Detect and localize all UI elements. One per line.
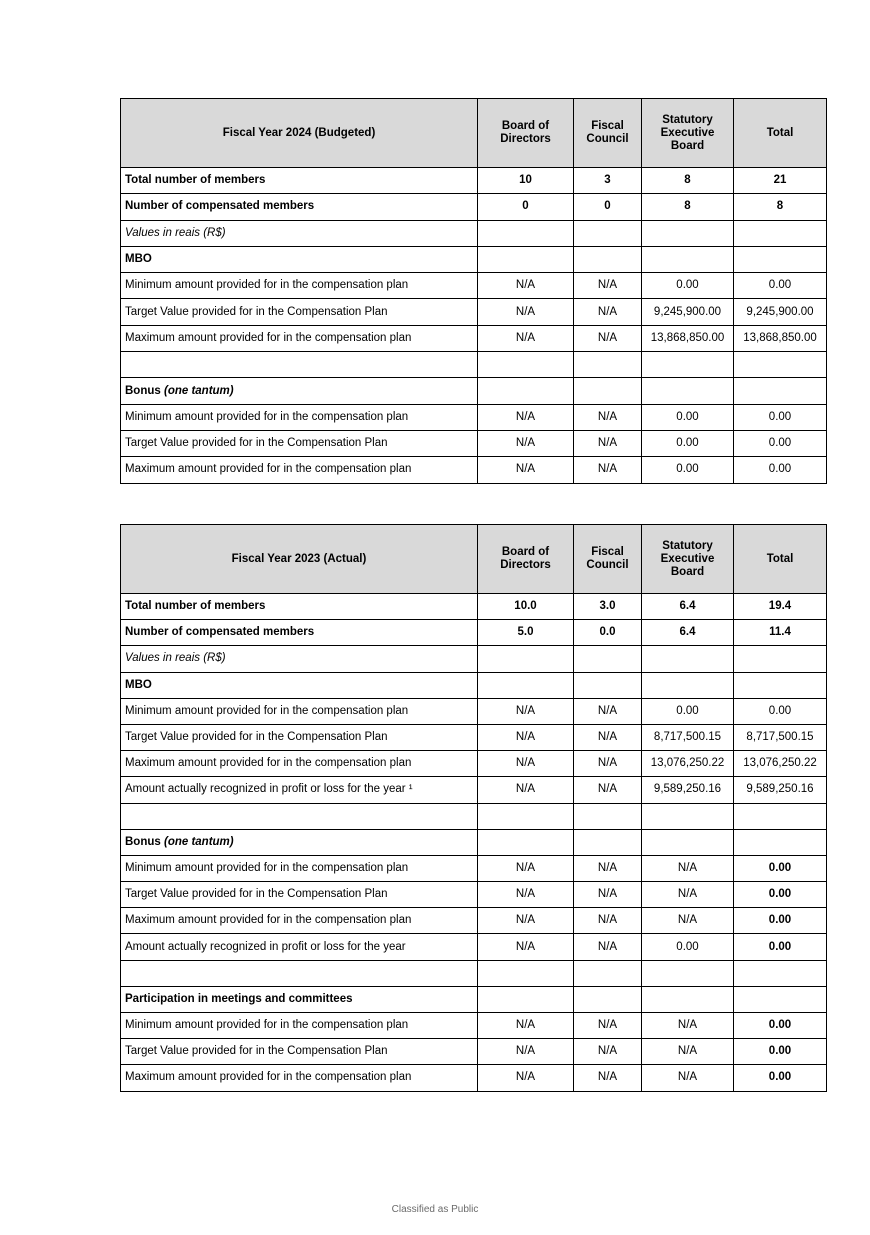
table-row-values-note	[121, 646, 827, 672]
row-label: Total number of members	[121, 168, 478, 194]
classification-footer: Classified as Public	[391, 1204, 479, 1215]
cell-value: N/A	[574, 457, 642, 483]
cell-value: 13,076,250.22	[734, 751, 827, 777]
table-title: Fiscal Year 2024 (Budgeted)	[121, 99, 478, 168]
cell-value: N/A	[478, 1039, 574, 1065]
table-row-mbo-target	[121, 724, 827, 750]
cell-value: 0.00	[734, 430, 827, 456]
cell-value: 6.4	[642, 594, 734, 620]
table-row-compensated-members	[121, 620, 827, 646]
row-label: Minimum amount provided for in the compensation plan	[121, 1013, 478, 1039]
cell-value: 0.00	[734, 934, 827, 960]
cell-value: N/A	[478, 751, 574, 777]
cell-value: N/A	[574, 299, 642, 325]
table-row-bonus-section	[121, 378, 827, 404]
table-row-bonus-target	[121, 430, 827, 456]
row-label: Target Value provided for in the Compensation Plan	[121, 1039, 478, 1065]
table-row-bonus-min	[121, 855, 827, 881]
table-row-mbo-max	[121, 325, 827, 351]
cell-value: 13,868,850.00	[734, 325, 827, 351]
cell-value: N/A	[574, 751, 642, 777]
cell-value: 8	[642, 194, 734, 220]
table-row-spacer	[121, 803, 827, 829]
section-label-mbo: MBO	[121, 672, 478, 698]
cell-value: 8	[734, 194, 827, 220]
compensation-table-2023	[120, 524, 827, 1092]
cell-value: 0.00	[734, 855, 827, 881]
section-label-bonus: Bonus (one tantum)	[121, 378, 478, 404]
cell-value: 9,589,250.16	[734, 777, 827, 803]
row-label: Minimum amount provided for in the compensation plan	[121, 404, 478, 430]
row-label: Target Value provided for in the Compensation Plan	[121, 724, 478, 750]
cell-value: N/A	[478, 404, 574, 430]
col-header-fiscal-council: Fiscal Council	[574, 525, 642, 594]
cell-value: N/A	[642, 882, 734, 908]
table-row-spacer	[121, 352, 827, 378]
cell-value: 0.0	[574, 620, 642, 646]
cell-value: N/A	[574, 698, 642, 724]
cell-value: N/A	[478, 777, 574, 803]
cell-value: 9,245,900.00	[642, 299, 734, 325]
cell-value: 5.0	[478, 620, 574, 646]
cell-value: N/A	[574, 325, 642, 351]
table-row-mbo-max	[121, 751, 827, 777]
row-label: Maximum amount provided for in the compensation plan	[121, 1065, 478, 1091]
row-label: Target Value provided for in the Compensation Plan	[121, 299, 478, 325]
cell-value: 8,717,500.15	[734, 724, 827, 750]
cell-value: 8	[642, 168, 734, 194]
section-label-mbo: MBO	[121, 246, 478, 272]
cell-value: 3.0	[574, 594, 642, 620]
section-label-bonus: Bonus (one tantum)	[121, 829, 478, 855]
col-header-statutory-executive-board: Statutory Executive Board	[642, 99, 734, 168]
cell-value: N/A	[642, 1013, 734, 1039]
cell-value: N/A	[478, 1065, 574, 1091]
row-label: Minimum amount provided for in the compensation plan	[121, 273, 478, 299]
cell-value: N/A	[574, 934, 642, 960]
col-header-statutory-executive-board: Statutory Executive Board	[642, 525, 734, 594]
table-row-mbo-section	[121, 672, 827, 698]
col-header-total: Total	[734, 525, 827, 594]
cell-value: 13,076,250.22	[642, 751, 734, 777]
table-title: Fiscal Year 2023 (Actual)	[121, 525, 478, 594]
cell-value: N/A	[574, 882, 642, 908]
compensation-table-2024	[120, 98, 827, 484]
cell-value: N/A	[574, 430, 642, 456]
row-label: Number of compensated members	[121, 194, 478, 220]
cell-value: N/A	[478, 299, 574, 325]
cell-value: 13,868,850.00	[642, 325, 734, 351]
cell-value: N/A	[574, 908, 642, 934]
row-label: Maximum amount provided for in the compensation plan	[121, 457, 478, 483]
cell-value: 19.4	[734, 594, 827, 620]
table-row-total-members	[121, 168, 827, 194]
row-label: Maximum amount provided for in the compensation plan	[121, 751, 478, 777]
cell-value: N/A	[574, 1065, 642, 1091]
cell-value: 0.00	[642, 934, 734, 960]
cell-value: N/A	[478, 934, 574, 960]
cell-value: N/A	[574, 724, 642, 750]
table-header-row	[121, 99, 827, 168]
cell-value: N/A	[574, 1013, 642, 1039]
cell-value: 3	[574, 168, 642, 194]
row-label: Maximum amount provided for in the compensation plan	[121, 325, 478, 351]
cell-value: N/A	[642, 1065, 734, 1091]
col-header-board-of-directors: Board of Directors	[478, 99, 574, 168]
cell-value: N/A	[642, 1039, 734, 1065]
row-label: Minimum amount provided for in the compensation plan	[121, 698, 478, 724]
cell-value: 0.00	[642, 273, 734, 299]
cell-value: N/A	[478, 908, 574, 934]
cell-value: 0.00	[642, 698, 734, 724]
table-row-bonus-min	[121, 404, 827, 430]
cell-value: N/A	[574, 273, 642, 299]
cell-value: 0.00	[642, 430, 734, 456]
cell-value: 0.00	[734, 908, 827, 934]
cell-value: 0.00	[734, 1039, 827, 1065]
table-row-mbo-section	[121, 246, 827, 272]
col-header-total: Total	[734, 99, 827, 168]
cell-value: 21	[734, 168, 827, 194]
cell-value: 11.4	[734, 620, 827, 646]
table-row-mbo-min	[121, 273, 827, 299]
cell-value: 6.4	[642, 620, 734, 646]
row-label: Target Value provided for in the Compensation Plan	[121, 430, 478, 456]
table-row-bonus-target	[121, 882, 827, 908]
table-row-participation-target	[121, 1039, 827, 1065]
row-label: Minimum amount provided for in the compensation plan	[121, 855, 478, 881]
table-row-mbo-min	[121, 698, 827, 724]
cell-value: N/A	[478, 698, 574, 724]
table-row-participation-max	[121, 1065, 827, 1091]
cell-value: N/A	[574, 404, 642, 430]
table-row-bonus-max	[121, 457, 827, 483]
table-row-bonus-actual	[121, 934, 827, 960]
cell-value: N/A	[478, 855, 574, 881]
cell-value: 0.00	[642, 457, 734, 483]
cell-value: N/A	[574, 1039, 642, 1065]
col-header-fiscal-council: Fiscal Council	[574, 99, 642, 168]
row-label: Maximum amount provided for in the compensation plan	[121, 908, 478, 934]
table-header-row	[121, 525, 827, 594]
cell-value: 0.00	[642, 404, 734, 430]
table-row-spacer	[121, 960, 827, 986]
values-note: Values in reais (R$)	[121, 646, 478, 672]
table-row-total-members	[121, 594, 827, 620]
values-note: Values in reais (R$)	[121, 220, 478, 246]
cell-value: 0	[574, 194, 642, 220]
table-row-bonus-section	[121, 829, 827, 855]
cell-value: 0	[478, 194, 574, 220]
cell-value: 10.0	[478, 594, 574, 620]
cell-value: N/A	[478, 325, 574, 351]
row-label: Target Value provided for in the Compensation Plan	[121, 882, 478, 908]
cell-value: N/A	[478, 724, 574, 750]
cell-value: 0.00	[734, 698, 827, 724]
col-header-board-of-directors: Board of Directors	[478, 525, 574, 594]
row-label: Amount actually recognized in profit or loss for the year ¹	[121, 777, 478, 803]
table-row-participation-section	[121, 986, 827, 1012]
cell-value: N/A	[478, 882, 574, 908]
row-label: Total number of members	[121, 594, 478, 620]
cell-value: 9,245,900.00	[734, 299, 827, 325]
table-row-mbo-target	[121, 299, 827, 325]
cell-value: 0.00	[734, 404, 827, 430]
cell-value: N/A	[574, 855, 642, 881]
cell-value: N/A	[478, 1013, 574, 1039]
cell-value: 9,589,250.16	[642, 777, 734, 803]
cell-value: 0.00	[734, 1065, 827, 1091]
table-row-participation-min	[121, 1013, 827, 1039]
table-row-compensated-members	[121, 194, 827, 220]
cell-value: N/A	[642, 908, 734, 934]
cell-value: N/A	[642, 855, 734, 881]
table-row-bonus-max	[121, 908, 827, 934]
row-label: Number of compensated members	[121, 620, 478, 646]
section-label-participation: Participation in meetings and committees	[121, 986, 478, 1012]
cell-value: 0.00	[734, 1013, 827, 1039]
table-row-mbo-actual	[121, 777, 827, 803]
table-row-values-note	[121, 220, 827, 246]
cell-value: 0.00	[734, 273, 827, 299]
cell-value: 0.00	[734, 457, 827, 483]
cell-value: 10	[478, 168, 574, 194]
cell-value: 8,717,500.15	[642, 724, 734, 750]
cell-value: N/A	[478, 273, 574, 299]
cell-value: N/A	[478, 430, 574, 456]
cell-value: N/A	[574, 777, 642, 803]
row-label: Amount actually recognized in profit or loss for the year	[121, 934, 478, 960]
cell-value: 0.00	[734, 882, 827, 908]
cell-value: N/A	[478, 457, 574, 483]
